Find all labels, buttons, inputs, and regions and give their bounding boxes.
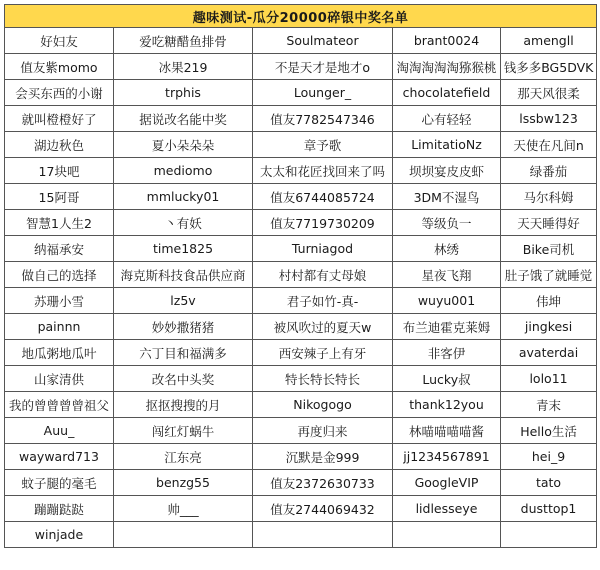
table-row bbox=[5, 106, 597, 132]
table-row bbox=[5, 470, 597, 496]
winner-name-cell: lolo11 bbox=[501, 366, 597, 392]
winner-name-cell: 蚊子腿的毫毛 bbox=[5, 470, 114, 496]
winner-name-cell: 太太和花匠找回来了吗 bbox=[253, 158, 393, 184]
table-row bbox=[5, 366, 597, 392]
winner-name-cell: 值友紫momo bbox=[5, 54, 114, 80]
winner-name-cell: 妙妙撒猪猪 bbox=[114, 314, 253, 340]
winner-name-cell: GoogleVIP bbox=[393, 470, 501, 496]
winner-name-cell: 值友2372630733 bbox=[253, 470, 393, 496]
winner-name-cell: 天使在凡间n bbox=[501, 132, 597, 158]
winner-name-cell: 章予歌 bbox=[253, 132, 393, 158]
winner-name-cell: 肚子饿了就睡觉 bbox=[501, 262, 597, 288]
winner-name-cell: avaterdai bbox=[501, 340, 597, 366]
winner-name-cell: 星夜飞翔 bbox=[393, 262, 501, 288]
winner-name-cell: 17块吧 bbox=[5, 158, 114, 184]
winner-name-cell: 抠抠搜搜的月 bbox=[114, 392, 253, 418]
winner-name-cell: 改名中头奖 bbox=[114, 366, 253, 392]
winner-name-cell: Lounger_ bbox=[253, 80, 393, 106]
table-row bbox=[5, 522, 597, 548]
winner-name-cell bbox=[114, 522, 253, 548]
winner-name-cell: 据说改名能中奖 bbox=[114, 106, 253, 132]
winner-name-cell: 丶有妖 bbox=[114, 210, 253, 236]
winner-name-cell: benzg55 bbox=[114, 470, 253, 496]
winner-name-cell: 15阿哥 bbox=[5, 184, 114, 210]
table-row bbox=[5, 314, 597, 340]
winner-name-cell: 3DM不湿鸟 bbox=[393, 184, 501, 210]
winner-list-sheet bbox=[4, 4, 596, 548]
table-row bbox=[5, 340, 597, 366]
winner-name-cell: chocolatefield bbox=[393, 80, 501, 106]
winner-name-cell: mmlucky01 bbox=[114, 184, 253, 210]
winner-name-cell: 会买东西的小谢 bbox=[5, 80, 114, 106]
winner-name-cell bbox=[501, 522, 597, 548]
winner-name-cell: 纳福承安 bbox=[5, 236, 114, 262]
winner-name-cell: 非客伊 bbox=[393, 340, 501, 366]
winner-name-cell: amengll bbox=[501, 28, 597, 54]
winner-name-cell: 布兰迪霍克莱姆 bbox=[393, 314, 501, 340]
winner-name-cell: Nikogogo bbox=[253, 392, 393, 418]
winner-name-cell: LimitatioNz bbox=[393, 132, 501, 158]
table-row bbox=[5, 132, 597, 158]
winner-name-cell: hei_9 bbox=[501, 444, 597, 470]
winner-name-cell: 就叫橙橙好了 bbox=[5, 106, 114, 132]
winner-name-cell: lidlesseye bbox=[393, 496, 501, 522]
winner-name-cell: 心有轻轻 bbox=[393, 106, 501, 132]
table-row bbox=[5, 54, 597, 80]
table-row bbox=[5, 210, 597, 236]
winner-name-cell: jj1234567891 bbox=[393, 444, 501, 470]
winner-name-cell: 六丁目和福满多 bbox=[114, 340, 253, 366]
winner-name-cell: 沉默是金999 bbox=[253, 444, 393, 470]
winner-name-cell: 青末 bbox=[501, 392, 597, 418]
table-row bbox=[5, 184, 597, 210]
winner-name-cell: Auu_ bbox=[5, 418, 114, 444]
winner-name-cell: wayward713 bbox=[5, 444, 114, 470]
winner-name-cell: 冰果219 bbox=[114, 54, 253, 80]
winner-name-cell: wuyu001 bbox=[393, 288, 501, 314]
winner-name-cell: 苏珊小雪 bbox=[5, 288, 114, 314]
winner-name-cell: 淘淘淘淘淘猕猴桃 bbox=[393, 54, 501, 80]
winner-name-cell: 林绣 bbox=[393, 236, 501, 262]
winner-name-cell: 夏小朵朵朵 bbox=[114, 132, 253, 158]
winner-name-cell: 天天睡得好 bbox=[501, 210, 597, 236]
winner-name-cell: 值友6744085724 bbox=[253, 184, 393, 210]
winner-name-cell: 我的曾曾曾曾祖父 bbox=[5, 392, 114, 418]
winner-name-cell: 蹦蹦跶跶 bbox=[5, 496, 114, 522]
winner-name-cell: 地瓜粥地瓜叶 bbox=[5, 340, 114, 366]
table-row bbox=[5, 444, 597, 470]
winner-name-cell: time1825 bbox=[114, 236, 253, 262]
table-row bbox=[5, 496, 597, 522]
table-row bbox=[5, 262, 597, 288]
winner-name-cell: 伟坤 bbox=[501, 288, 597, 314]
winner-name-cell: 被风吹过的夏天w bbox=[253, 314, 393, 340]
winner-name-cell: 再度归来 bbox=[253, 418, 393, 444]
winner-name-cell: Soulmateor bbox=[253, 28, 393, 54]
table-row bbox=[5, 236, 597, 262]
winner-name-cell: Bike司机 bbox=[501, 236, 597, 262]
winner-name-cell: winjade bbox=[5, 522, 114, 548]
winner-name-cell: 值友7719730209 bbox=[253, 210, 393, 236]
winner-name-cell: brant0024 bbox=[393, 28, 501, 54]
winner-name-cell: 值友2744069432 bbox=[253, 496, 393, 522]
winner-name-cell: Lucky叔 bbox=[393, 366, 501, 392]
winner-name-cell: mediomo bbox=[114, 158, 253, 184]
winner-name-cell: painnn bbox=[5, 314, 114, 340]
winner-name-cell: 林喵喵喵喵酱 bbox=[393, 418, 501, 444]
winner-name-cell: Hello生活 bbox=[501, 418, 597, 444]
sheet-title: 趣味测试-瓜分20000碎银中奖名单 bbox=[5, 5, 597, 28]
winner-name-cell: 湖边秋色 bbox=[5, 132, 114, 158]
winner-name-cell: 智慧1人生2 bbox=[5, 210, 114, 236]
winner-name-cell: lssbw123 bbox=[501, 106, 597, 132]
title-row bbox=[5, 5, 597, 28]
winner-name-cell: 坝坝宴皮皮虾 bbox=[393, 158, 501, 184]
winner-name-cell: Turniagod bbox=[253, 236, 393, 262]
winner-name-cell: 帅___ bbox=[114, 496, 253, 522]
winner-name-cell bbox=[393, 522, 501, 548]
table-row bbox=[5, 80, 597, 106]
winner-rows bbox=[5, 28, 597, 548]
winner-name-cell: 好妇友 bbox=[5, 28, 114, 54]
table-row bbox=[5, 392, 597, 418]
winner-name-cell: 村村都有丈母娘 bbox=[253, 262, 393, 288]
winner-name-cell: 那天风很柔 bbox=[501, 80, 597, 106]
winner-name-cell: tato bbox=[501, 470, 597, 496]
winner-name-cell: 海克斯科技食品供应商 bbox=[114, 262, 253, 288]
winner-name-cell: 绿番茄 bbox=[501, 158, 597, 184]
winner-name-cell: lz5v bbox=[114, 288, 253, 314]
winner-name-cell: 特长特长特长 bbox=[253, 366, 393, 392]
winner-name-cell: jingkesi bbox=[501, 314, 597, 340]
winner-name-cell: 闯红灯蜗牛 bbox=[114, 418, 253, 444]
winner-name-cell: 江东亮 bbox=[114, 444, 253, 470]
winner-name-cell: 不是天才是地才o bbox=[253, 54, 393, 80]
winner-name-cell: 钱多多BG5DVK bbox=[501, 54, 597, 80]
winner-name-cell: 西安辣子上有牙 bbox=[253, 340, 393, 366]
table-row bbox=[5, 28, 597, 54]
winner-name-cell: 山家清供 bbox=[5, 366, 114, 392]
winner-table bbox=[4, 4, 597, 548]
winner-name-cell: 爱吃糖醋鱼排骨 bbox=[114, 28, 253, 54]
winner-name-cell: 值友7782547346 bbox=[253, 106, 393, 132]
winner-name-cell: thank12you bbox=[393, 392, 501, 418]
winner-name-cell: 马尔科姆 bbox=[501, 184, 597, 210]
winner-name-cell: trphis bbox=[114, 80, 253, 106]
table-row bbox=[5, 158, 597, 184]
winner-name-cell: 等级负一 bbox=[393, 210, 501, 236]
table-row bbox=[5, 418, 597, 444]
winner-name-cell bbox=[253, 522, 393, 548]
winner-name-cell: 君子如竹-真- bbox=[253, 288, 393, 314]
table-row bbox=[5, 288, 597, 314]
winner-name-cell: 做自己的选择 bbox=[5, 262, 114, 288]
winner-name-cell: dusttop1 bbox=[501, 496, 597, 522]
